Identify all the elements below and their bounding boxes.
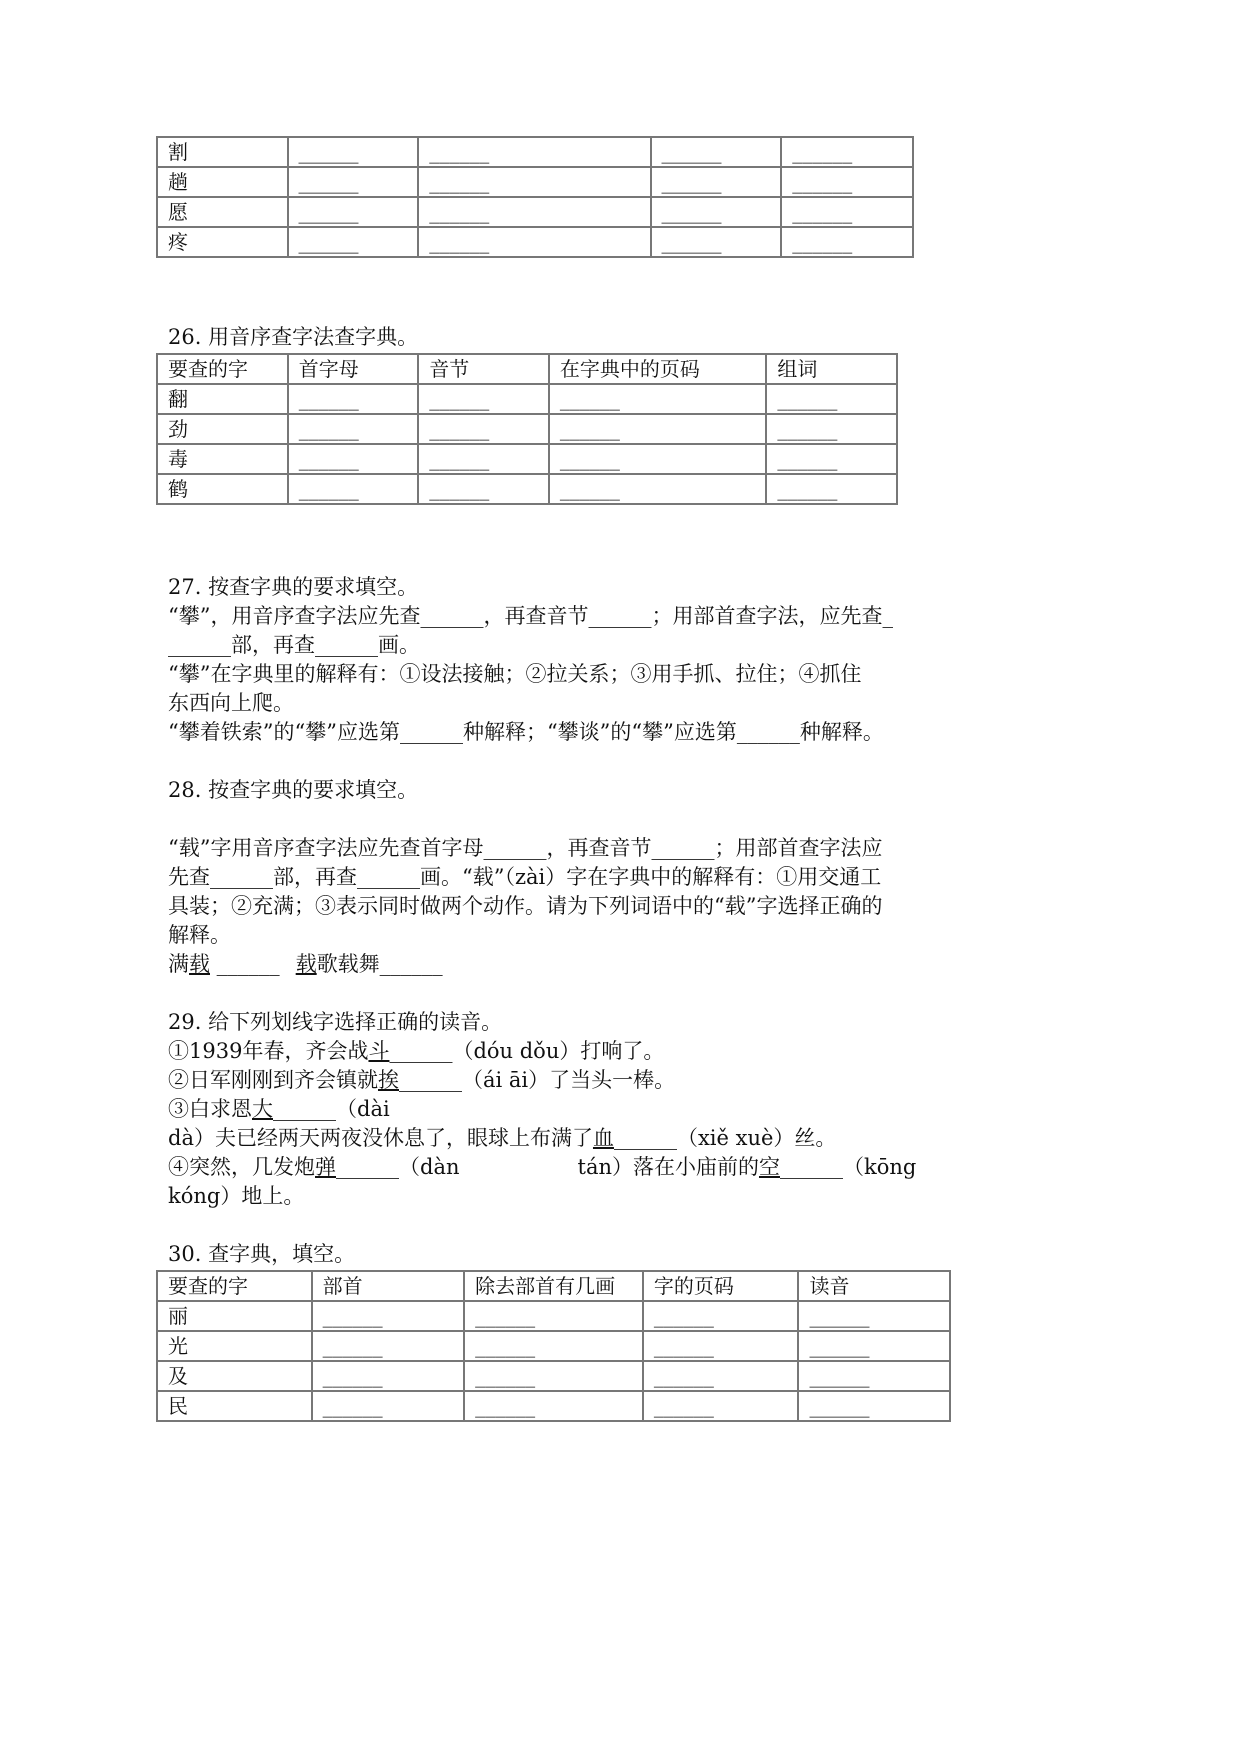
- q29-s3b-post: ______（xiě xuè）丝。: [613, 1126, 837, 1150]
- q28-line3: 具装；②充满；③表示同时做两个动作。请为下列词语中的“载”字选择正确的: [168, 894, 883, 918]
- table-row: [157, 414, 897, 444]
- character-cell: 劲: [157, 414, 288, 444]
- q29-s4-mid: tán）落在小庙前的: [577, 1155, 759, 1179]
- answer-blank: ______: [464, 1361, 643, 1391]
- q28-w2-underlined: 载: [295, 952, 317, 976]
- column-header: 读音: [798, 1271, 950, 1301]
- table-row: [157, 384, 897, 414]
- table-header-row: [157, 1271, 950, 1301]
- q28-w1-blank: ______: [210, 952, 280, 976]
- answer-blank: ______: [288, 227, 419, 257]
- q29-s4-underlined: 弹: [315, 1155, 336, 1179]
- answer-blank: ______: [766, 384, 897, 414]
- table-row: [157, 227, 913, 257]
- column-header: 部首: [312, 1271, 464, 1301]
- answer-blank: ______: [288, 197, 419, 227]
- q30-title: 30. 查字典，填空。: [168, 1242, 356, 1266]
- q29-s1-post: ______（dóu dǒu）打响了。: [389, 1039, 665, 1063]
- answer-blank: ______: [549, 444, 767, 474]
- answer-blank: ______: [766, 444, 897, 474]
- answer-blank: ______: [651, 227, 782, 257]
- q27-line2: ______部，再查______画。: [168, 633, 420, 657]
- answer-blank: ______: [643, 1361, 799, 1391]
- q29-s1-pre: ①1939年春，齐会战: [168, 1039, 369, 1063]
- answer-blank: ______: [288, 474, 419, 504]
- answer-blank: ______: [781, 197, 913, 227]
- q29-s3-pre: ③白求恩: [168, 1097, 252, 1121]
- answer-blank: ______: [549, 474, 767, 504]
- answer-blank: ______: [418, 384, 549, 414]
- q29-s2-pre: ②日军刚刚到齐会镇就: [168, 1068, 378, 1092]
- column-header: 组词: [766, 354, 897, 384]
- character-cell: 鹤: [157, 474, 288, 504]
- answer-blank: ______: [549, 384, 767, 414]
- column-header: 除去部首有几画: [464, 1271, 643, 1301]
- q28-words: [168, 950, 443, 979]
- column-header: 在字典中的页码: [549, 354, 767, 384]
- q29-s1-underlined: 斗: [368, 1039, 390, 1063]
- answer-blank: ______: [766, 474, 897, 504]
- q28-line1: “载”字用音序查字法应先查首字母______，再查音节______；用部首查字法应: [168, 836, 883, 860]
- answer-blank: ______: [312, 1301, 464, 1331]
- answer-blank: ______: [464, 1331, 643, 1361]
- answer-blank: ______: [798, 1391, 950, 1421]
- answer-blank: ______: [651, 167, 782, 197]
- character-cell: 光: [157, 1331, 312, 1361]
- q29-s3b: [168, 1124, 836, 1153]
- table-row: [157, 1391, 950, 1421]
- q29-s4-post: ______（dàn: [336, 1155, 460, 1179]
- answer-blank: ______: [418, 227, 650, 257]
- answer-blank: ______: [288, 137, 419, 167]
- answer-blank: ______: [288, 414, 419, 444]
- answer-blank: ______: [781, 227, 913, 257]
- answer-blank: ______: [418, 167, 650, 197]
- q27-line4: 东西向上爬。: [168, 691, 294, 715]
- answer-blank: ______: [781, 167, 913, 197]
- table-row: [157, 474, 897, 504]
- table-row: [157, 1301, 950, 1331]
- answer-blank: ______: [798, 1361, 950, 1391]
- character-cell: 愿: [157, 197, 288, 227]
- answer-blank: ______: [464, 1391, 643, 1421]
- answer-blank: ______: [288, 384, 419, 414]
- column-header: 字的页码: [643, 1271, 799, 1301]
- table-row: [157, 197, 913, 227]
- answer-blank: ______: [643, 1331, 799, 1361]
- q29-s3b-pre: dà）夫已经两天两夜没休息了，眼球上布满了: [168, 1126, 593, 1150]
- character-cell: 疼: [157, 227, 288, 257]
- answer-blank: ______: [643, 1301, 799, 1331]
- table-row: [157, 1361, 950, 1391]
- q28-w2-rest: 歌载舞______: [316, 952, 443, 976]
- answer-blank: ______: [418, 137, 650, 167]
- character-cell: 趟: [157, 167, 288, 197]
- q29-s3-underlined: 大: [252, 1097, 273, 1121]
- answer-blank: ______: [643, 1391, 799, 1421]
- answer-blank: ______: [418, 197, 650, 227]
- q28-line2: 先查______部，再查______画。“载”（zài）字在字典中的解释有：①用交通工: [168, 865, 882, 889]
- table-row: [157, 167, 913, 197]
- answer-blank: ______: [288, 444, 419, 474]
- table-row: [157, 137, 913, 167]
- q27-line3: “攀”在字典里的解释有：①设法接触；②拉关系；③用手抓、拉住；④抓住: [168, 662, 862, 686]
- q29-s4-underlined-2: 空: [758, 1155, 780, 1179]
- character-cell: 民: [157, 1391, 312, 1421]
- answer-blank: ______: [312, 1391, 464, 1421]
- answer-blank: ______: [418, 414, 549, 444]
- q28-w1-pre: 满: [168, 952, 189, 976]
- answer-blank: ______: [781, 137, 913, 167]
- table-header-row: [157, 354, 897, 384]
- answer-blank: ______: [766, 414, 897, 444]
- answer-blank: ______: [312, 1331, 464, 1361]
- character-cell: 翻: [157, 384, 288, 414]
- q27-title: 27. 按查字典的要求填空。: [168, 575, 419, 599]
- answer-blank: ______: [798, 1331, 950, 1361]
- answer-blank: ______: [651, 137, 782, 167]
- q29-s3-post: ______（dài: [273, 1097, 390, 1121]
- answer-blank: ______: [549, 414, 767, 444]
- q29-s3: [168, 1095, 390, 1124]
- answer-blank: ______: [418, 444, 549, 474]
- q29-s4: [168, 1153, 916, 1182]
- q28-line4: 解释。: [168, 923, 231, 947]
- column-header: 要查的字: [157, 354, 288, 384]
- character-cell: 割: [157, 137, 288, 167]
- q29-title: 29. 给下列划线字选择正确的读音。: [168, 1010, 503, 1034]
- column-header: 首字母: [288, 354, 419, 384]
- q27-line1: “攀”，用音序查字法应先查______，再查音节______；用部首查字法，应先查_: [168, 604, 893, 628]
- q29-s2: [168, 1066, 675, 1095]
- character-cell: 丽: [157, 1301, 312, 1331]
- character-cell: 毒: [157, 444, 288, 474]
- answer-blank: ______: [651, 197, 782, 227]
- q28-title: 28. 按查字典的要求填空。: [168, 778, 419, 802]
- table-30: [156, 1270, 951, 1422]
- answer-blank: ______: [288, 167, 419, 197]
- q29-s4b: kóng）地上。: [168, 1184, 305, 1208]
- table-row: [157, 444, 897, 474]
- q28-w1-underlined: 载: [189, 952, 210, 976]
- table-26: [156, 353, 898, 505]
- answer-blank: ______: [798, 1301, 950, 1331]
- answer-blank: ______: [464, 1301, 643, 1331]
- q29-s2-underlined: 挨: [378, 1068, 399, 1092]
- q26-title: 26. 用音序查字法查字典。: [168, 325, 419, 349]
- q29-s4-post-2: ______（kōng: [779, 1155, 917, 1179]
- column-header: 音节: [418, 354, 549, 384]
- answer-blank: ______: [312, 1361, 464, 1391]
- q29-s2-post: ______（ái āi）了当头一棒。: [399, 1068, 676, 1092]
- table-25: [156, 136, 914, 258]
- q29-s1: [168, 1037, 664, 1066]
- answer-blank: ______: [418, 474, 549, 504]
- q27-line5: “攀着铁索”的“攀”应选第______种解释；“攀谈”的“攀”应选第______种解释。: [168, 720, 884, 744]
- column-header: 要查的字: [157, 1271, 312, 1301]
- q29-s4-pre: ④突然，几发炮: [168, 1155, 315, 1179]
- table-row: [157, 1331, 950, 1361]
- q29-s3b-underlined: 血: [592, 1126, 614, 1150]
- character-cell: 及: [157, 1361, 312, 1391]
